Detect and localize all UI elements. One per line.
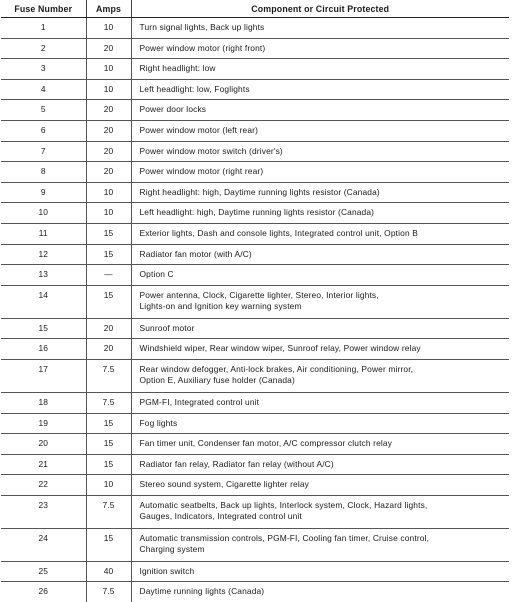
- component-cell: Rear window defogger, Anti-lock brakes, Air conditioning, Power mirror, Option E, Auxiliary fuse holder (Canada): [131, 359, 509, 392]
- amps-cell: 7.5: [86, 582, 131, 602]
- fuse-number-cell: 2: [1, 38, 86, 59]
- amps-cell: 40: [86, 561, 131, 582]
- amps-cell: 20: [86, 318, 131, 339]
- header-row: [1, 0, 509, 18]
- component-cell: Turn signal lights, Back up lights: [131, 18, 509, 39]
- table-row: [1, 413, 509, 434]
- table-row: [1, 265, 509, 286]
- table-row: [1, 454, 509, 475]
- table-row: [1, 495, 509, 528]
- amps-cell: 10: [86, 475, 131, 496]
- fuse-number-cell: 16: [1, 339, 86, 360]
- table-row: [1, 434, 509, 455]
- amps-cell: —: [86, 265, 131, 286]
- fuse-number-cell: 13: [1, 265, 86, 286]
- table-row: [1, 475, 509, 496]
- table-row: [1, 182, 509, 203]
- fuse-number-cell: 6: [1, 120, 86, 141]
- table-row: [1, 244, 509, 265]
- fuse-number-cell: 17: [1, 359, 86, 392]
- component-cell: Power door locks: [131, 100, 509, 121]
- table-row: [1, 162, 509, 183]
- component-cell: Daytime running lights (Canada): [131, 582, 509, 602]
- component-cell: Windshield wiper, Rear window wiper, Sunroof relay, Power window relay: [131, 339, 509, 360]
- table-row: [1, 223, 509, 244]
- fuse-number-cell: 4: [1, 79, 86, 100]
- fuse-number-cell: 9: [1, 182, 86, 203]
- table-row: [1, 318, 509, 339]
- amps-cell: 20: [86, 38, 131, 59]
- amps-cell: 15: [86, 223, 131, 244]
- amps-cell: 10: [86, 79, 131, 100]
- amps-cell: 10: [86, 203, 131, 224]
- fuse-number-cell: 20: [1, 434, 86, 455]
- table-header: [1, 0, 509, 18]
- table-row: [1, 120, 509, 141]
- fuse-number-cell: 24: [1, 528, 86, 561]
- fuse-number-cell: 18: [1, 392, 86, 413]
- amps-cell: 7.5: [86, 392, 131, 413]
- fuse-number-cell: 1: [1, 18, 86, 39]
- amps-cell: 15: [86, 454, 131, 475]
- component-cell: Exterior lights, Dash and console lights, Integrated control unit, Option B: [131, 223, 509, 244]
- table-row: [1, 38, 509, 59]
- component-cell: Fog lights: [131, 413, 509, 434]
- column-header-amps: Amps: [86, 0, 131, 18]
- fuse-number-cell: 3: [1, 59, 86, 80]
- fuse-number-cell: 12: [1, 244, 86, 265]
- component-cell: Radiator fan motor (with A/C): [131, 244, 509, 265]
- fuse-number-cell: 21: [1, 454, 86, 475]
- fuse-number-cell: 14: [1, 285, 86, 318]
- component-cell: Automatic seatbelts, Back up lights, Interlock system, Clock, Hazard lights, Gauges, Indicators, Integrated control unit: [131, 495, 509, 528]
- table-body: [1, 18, 509, 602]
- fuse-number-cell: 8: [1, 162, 86, 183]
- amps-cell: 10: [86, 18, 131, 39]
- table-row: [1, 59, 509, 80]
- component-cell: Stereo sound system, Cigarette lighter relay: [131, 475, 509, 496]
- amps-cell: 7.5: [86, 359, 131, 392]
- amps-cell: 7.5: [86, 495, 131, 528]
- component-cell: Power window motor (left rear): [131, 120, 509, 141]
- fuse-number-cell: 7: [1, 141, 86, 162]
- fuse-number-cell: 22: [1, 475, 86, 496]
- fuse-number-cell: 10: [1, 203, 86, 224]
- table-row: [1, 100, 509, 121]
- amps-cell: 15: [86, 528, 131, 561]
- component-cell: Power window motor (right rear): [131, 162, 509, 183]
- component-cell: Right headlight: high, Daytime running lights resistor (Canada): [131, 182, 509, 203]
- amps-cell: 15: [86, 413, 131, 434]
- fuse-number-cell: 19: [1, 413, 86, 434]
- table-row: [1, 18, 509, 39]
- amps-cell: 15: [86, 434, 131, 455]
- component-cell: Automatic transmission controls, PGM-FI, Cooling fan timer, Cruise control, Charging system: [131, 528, 509, 561]
- component-cell: PGM-FI, Integrated control unit: [131, 392, 509, 413]
- component-cell: Option C: [131, 265, 509, 286]
- table-row: [1, 203, 509, 224]
- table-row: [1, 339, 509, 360]
- component-cell: Right headlight: low: [131, 59, 509, 80]
- amps-cell: 20: [86, 120, 131, 141]
- fuse-number-cell: 11: [1, 223, 86, 244]
- component-cell: Left headlight: high, Daytime running lights resistor (Canada): [131, 203, 509, 224]
- component-cell: Left headlight: low, Foglights: [131, 79, 509, 100]
- component-cell: Fan timer unit, Condenser fan motor, A/C compressor clutch relay: [131, 434, 509, 455]
- table-row: [1, 285, 509, 318]
- table-row: [1, 359, 509, 392]
- amps-cell: 15: [86, 244, 131, 265]
- column-header-fuse-number: Fuse Number: [1, 0, 86, 18]
- component-cell: Power antenna, Clock, Cigarette lighter, Stereo, Interior lights, Lights-on and Ignition key warning system: [131, 285, 509, 318]
- amps-cell: 10: [86, 59, 131, 80]
- amps-cell: 20: [86, 141, 131, 162]
- amps-cell: 15: [86, 285, 131, 318]
- fuse-number-cell: 23: [1, 495, 86, 528]
- table-row: [1, 141, 509, 162]
- fuse-table: [1, 0, 509, 602]
- amps-cell: 20: [86, 162, 131, 183]
- fuse-number-cell: 26: [1, 582, 86, 602]
- component-cell: Power window motor (right front): [131, 38, 509, 59]
- component-cell: Radiator fan relay, Radiator fan relay (without A/C): [131, 454, 509, 475]
- fuse-number-cell: 25: [1, 561, 86, 582]
- fuse-number-cell: 5: [1, 100, 86, 121]
- component-cell: Power window motor switch (driver's): [131, 141, 509, 162]
- amps-cell: 20: [86, 100, 131, 121]
- fuse-number-cell: 15: [1, 318, 86, 339]
- component-cell: Ignition switch: [131, 561, 509, 582]
- column-header-component: Component or Circuit Protected: [131, 0, 509, 18]
- component-cell: Sunroof motor: [131, 318, 509, 339]
- table-row: [1, 392, 509, 413]
- table-row: [1, 528, 509, 561]
- table-row: [1, 79, 509, 100]
- table-row: [1, 582, 509, 602]
- amps-cell: 10: [86, 182, 131, 203]
- amps-cell: 20: [86, 339, 131, 360]
